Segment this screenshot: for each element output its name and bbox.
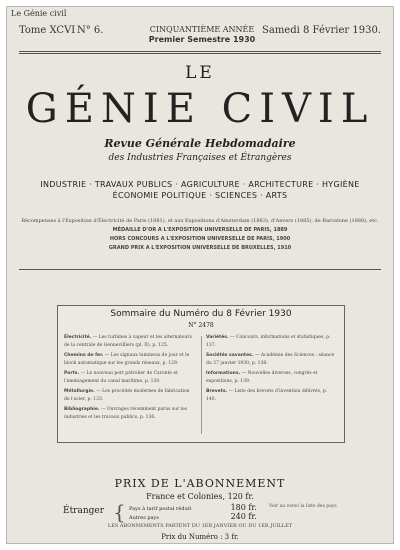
summary-entry-text: — Nouvelles diverses, congrès et expositions, p. 139.	[206, 371, 318, 384]
masthead-article: LE	[185, 63, 215, 83]
summary-entry-text: — Les signaux lumineux de jour et le block automatique sur les grands réseaux, p. 129.	[64, 353, 190, 366]
summary-entry-category: Chemins de fer.	[64, 353, 104, 358]
summary-entry-category: Ports.	[64, 371, 80, 376]
pricing-etranger: Étranger	[63, 506, 105, 516]
summary-entry-category: Brevets.	[206, 389, 228, 394]
topics-line-2: ÉCONOMIE POLITIQUE · SCIENCES · ARTS	[112, 191, 288, 200]
pricing-title: PRIX DE L'ABONNEMENT	[114, 477, 286, 490]
summary-entry-text: — Ouvrages récemment parus sur les industries et les travaux publics, p. 136.	[64, 407, 188, 420]
summary-entry-text: — Le nouveau port pétrolier de Caronte et l'aménagement du canal maritime, p. 130.	[64, 371, 178, 384]
summary-left-column	[64, 334, 196, 424]
topics-line-1: INDUSTRIE · TRAVAUX PUBLICS · AGRICULTURE · ARCHITECTURE · HYGIÈNE	[40, 180, 360, 189]
summary-entry-category: Variétés.	[206, 335, 229, 340]
summary-title: Sommaire du Numéro du 8 Février 1930	[110, 309, 292, 319]
summary-entry-text: — Les turbines à vapeur et les alternateurs de la centrale de Gennevilliers (pl. II), p. 125.	[64, 335, 192, 348]
section-rule	[19, 269, 381, 270]
issue-volume: Tome XCVI	[19, 25, 76, 36]
summary-right-column	[206, 334, 338, 406]
summary-entry	[206, 352, 338, 367]
edition-year: CINQUANTIÈME ANNÉE	[149, 25, 255, 34]
top-tag: Le Génie civil	[11, 9, 67, 18]
awards-line-1: Récompenses à l'Exposition d'Électricité de Paris (1881), et aux Expositions d'Amsterdam (1883), d'Anvers (1885), de Barcelone (1888), etc.	[21, 218, 379, 224]
summary-number: N° 2478	[188, 322, 214, 329]
pricing-france: France et Colonies, 120 fr.	[146, 492, 254, 501]
masthead-title: GÉNIE CIVIL	[25, 86, 375, 132]
pricing-row-1-label: Pays à tarif postal réduit	[129, 506, 192, 512]
edition-semester: Premier Semestre 1930	[148, 35, 256, 44]
summary-entry	[206, 370, 338, 385]
summary-entry-text: — Académie des Sciences : séance du 27 janvier 1930, p. 138.	[206, 353, 335, 366]
brace-icon: {	[113, 500, 126, 524]
awards-line-3: HORS CONCOURS A L'EXPOSITION UNIVERSELLE DE PARIS, 1900	[109, 236, 291, 242]
summary-entry	[206, 388, 338, 403]
awards-line-2: MÉDAILLE D'OR A L'EXPOSITION UNIVERSELLE DE PARIS, 1889	[112, 227, 288, 233]
summary-entry-category: Métallurgie.	[64, 389, 95, 394]
pricing-rows	[129, 504, 257, 522]
header-rule	[19, 51, 381, 52]
summary-entry-text: — Liste des brevets d'invention délivrés, p. 140.	[206, 389, 328, 402]
summary-entry	[64, 334, 196, 349]
summary-entry-category: Bibliographie.	[64, 407, 100, 412]
pricing-row-2-value: 240 fr.	[230, 512, 257, 521]
summary-entry-category: Informations.	[206, 371, 241, 376]
issue-number: N° 6.	[77, 25, 104, 36]
journal-cover	[6, 6, 394, 544]
summary-entry	[64, 370, 196, 385]
header-rule-2	[19, 53, 381, 54]
summary-entry	[64, 406, 196, 421]
topics-list	[15, 179, 385, 201]
pricing-row-2	[129, 513, 257, 522]
summary-entry	[64, 352, 196, 367]
pricing-note: Voir au verso la liste des pays	[269, 504, 337, 509]
pricing-row-1-value: 180 fr.	[230, 503, 257, 512]
summary-entry-text: — Concours, informations et statistiques, p. 137.	[206, 335, 331, 348]
summary-box	[57, 305, 345, 443]
summary-entry-category: Électricité.	[64, 335, 92, 340]
summary-entry-category: Sociétés savantes.	[206, 353, 254, 358]
awards-line-4: GRAND PRIX A L'EXPOSITION UNIVERSELLE DE BRUXELLES, 1910	[108, 245, 292, 251]
issue-date: Samedi 8 Février 1930.	[262, 25, 381, 36]
masthead-subtitle: Revue Générale Hebdomadaire	[104, 137, 296, 150]
unit-price: Prix du Numéro : 3 fr.	[161, 533, 239, 541]
edition-info	[137, 25, 267, 45]
summary-divider	[201, 336, 202, 434]
subscription-note: LES ABONNEMENTS PARTENT DU 1ER JANVIER OU DU 1ER JUILLET	[107, 523, 293, 529]
awards-block	[17, 217, 383, 253]
summary-entry-text: — Les procédés modernes de fabrication de l'acier, p. 133.	[64, 389, 190, 402]
summary-entry	[64, 388, 196, 403]
masthead-subtitle-2: des Industries Françaises et Étrangères	[108, 153, 292, 163]
summary-entry	[206, 334, 338, 349]
pricing-row-2-label: Autres pays	[129, 515, 159, 521]
